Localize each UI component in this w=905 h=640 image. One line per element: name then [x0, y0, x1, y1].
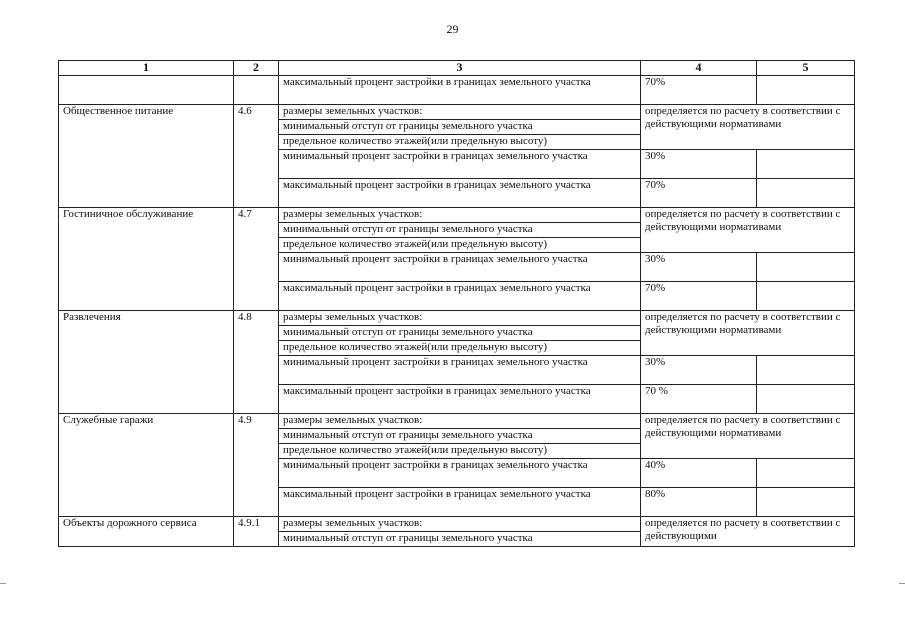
use-name-cell: Общественное питание — [59, 105, 234, 208]
param-label-cell: максимальный процент застройки в границах земельного участка — [279, 488, 641, 517]
table-row — [59, 517, 855, 532]
param-value-cell: 30% — [641, 356, 757, 385]
param-label-cell: минимальный отступ от границы земельного участка — [279, 120, 641, 135]
note-cell — [757, 488, 855, 517]
param-label-cell: размеры земельных участков: — [279, 105, 641, 120]
param-label-cell: минимальный отступ от границы земельного участка — [279, 532, 641, 547]
param-label-cell: размеры земельных участков: — [279, 311, 641, 326]
merged-value-cell: определяется по расчету в соответствии с действующими нормативами — [641, 311, 855, 356]
regulations-table — [58, 60, 855, 547]
note-cell — [757, 356, 855, 385]
code-cell: 4.9.1 — [234, 517, 279, 547]
param-value-cell: 30% — [641, 253, 757, 282]
param-label-cell: предельное количество этажей(или предельную высоту) — [279, 135, 641, 150]
param-label-cell: минимальный процент застройки в границах земельного участка — [279, 356, 641, 385]
param-label-cell: максимальный процент застройки в границах земельного участка — [279, 282, 641, 311]
merged-value-cell: определяется по расчету в соответствии с действующими нормативами — [641, 208, 855, 253]
code-cell — [234, 76, 279, 105]
code-cell: 4.7 — [234, 208, 279, 311]
param-label-cell: максимальный процент застройки в границах земельного участка — [279, 179, 641, 208]
note-cell — [757, 150, 855, 179]
param-label-cell: размеры земельных участков: — [279, 517, 641, 532]
param-label-cell: минимальный процент застройки в границах земельного участка — [279, 459, 641, 488]
note-cell — [757, 179, 855, 208]
use-name-cell: Развлечения — [59, 311, 234, 414]
param-value-cell: 70 % — [641, 385, 757, 414]
note-cell — [757, 282, 855, 311]
param-label-cell: минимальный отступ от границы земельного участка — [279, 326, 641, 341]
page-number: 29 — [446, 22, 459, 36]
code-cell: 4.9 — [234, 414, 279, 517]
table-row — [59, 208, 855, 223]
scan-margin-mark — [0, 583, 6, 584]
table-row — [59, 414, 855, 429]
note-cell — [757, 76, 855, 105]
param-label-cell: минимальный отступ от границы земельного участка — [279, 223, 641, 238]
param-label-cell: максимальный процент застройки в границах земельного участка — [279, 385, 641, 414]
code-cell: 4.6 — [234, 105, 279, 208]
param-label-cell: минимальный отступ от границы земельного участка — [279, 429, 641, 444]
param-label-cell: размеры земельных участков: — [279, 414, 641, 429]
table-row — [59, 311, 855, 326]
param-value-cell: 80% — [641, 488, 757, 517]
param-value-cell: 30% — [641, 150, 757, 179]
param-value-cell: 40% — [641, 459, 757, 488]
merged-value-cell: определяется по расчету в соответствии с действующими — [641, 517, 855, 547]
header-col-5: 5 — [757, 61, 855, 76]
header-col-4: 4 — [641, 61, 757, 76]
code-cell: 4.8 — [234, 311, 279, 414]
param-label-cell: минимальный процент застройки в границах земельного участка — [279, 253, 641, 282]
scan-margin-mark — [899, 583, 905, 584]
use-name-cell: Служебные гаражи — [59, 414, 234, 517]
use-name-cell — [59, 76, 234, 105]
merged-value-cell: определяется по расчету в соответствии с действующими нормативами — [641, 105, 855, 150]
param-value-cell: 70% — [641, 282, 757, 311]
param-value-cell: 70% — [641, 76, 757, 105]
header-col-2: 2 — [234, 61, 279, 76]
note-cell — [757, 459, 855, 488]
table-row — [59, 105, 855, 120]
merged-value-cell: определяется по расчету в соответствии с действующими нормативами — [641, 414, 855, 459]
use-name-cell: Объекты дорожного сервиса — [59, 517, 234, 547]
header-col-1: 1 — [59, 61, 234, 76]
header-col-3: 3 — [279, 61, 641, 76]
param-label-cell: предельное количество этажей(или предельную высоту) — [279, 444, 641, 459]
param-label-cell: максимальный процент застройки в границах земельного участка — [279, 76, 641, 105]
param-value-cell: 70% — [641, 179, 757, 208]
header-row — [59, 61, 855, 76]
note-cell — [757, 385, 855, 414]
note-cell — [757, 253, 855, 282]
param-label-cell: размеры земельных участков: — [279, 208, 641, 223]
param-label-cell: предельное количество этажей(или предельную высоту) — [279, 238, 641, 253]
param-label-cell: минимальный процент застройки в границах земельного участка — [279, 150, 641, 179]
table-row — [59, 76, 855, 105]
use-name-cell: Гостиничное обслуживание — [59, 208, 234, 311]
param-label-cell: предельное количество этажей(или предельную высоту) — [279, 341, 641, 356]
